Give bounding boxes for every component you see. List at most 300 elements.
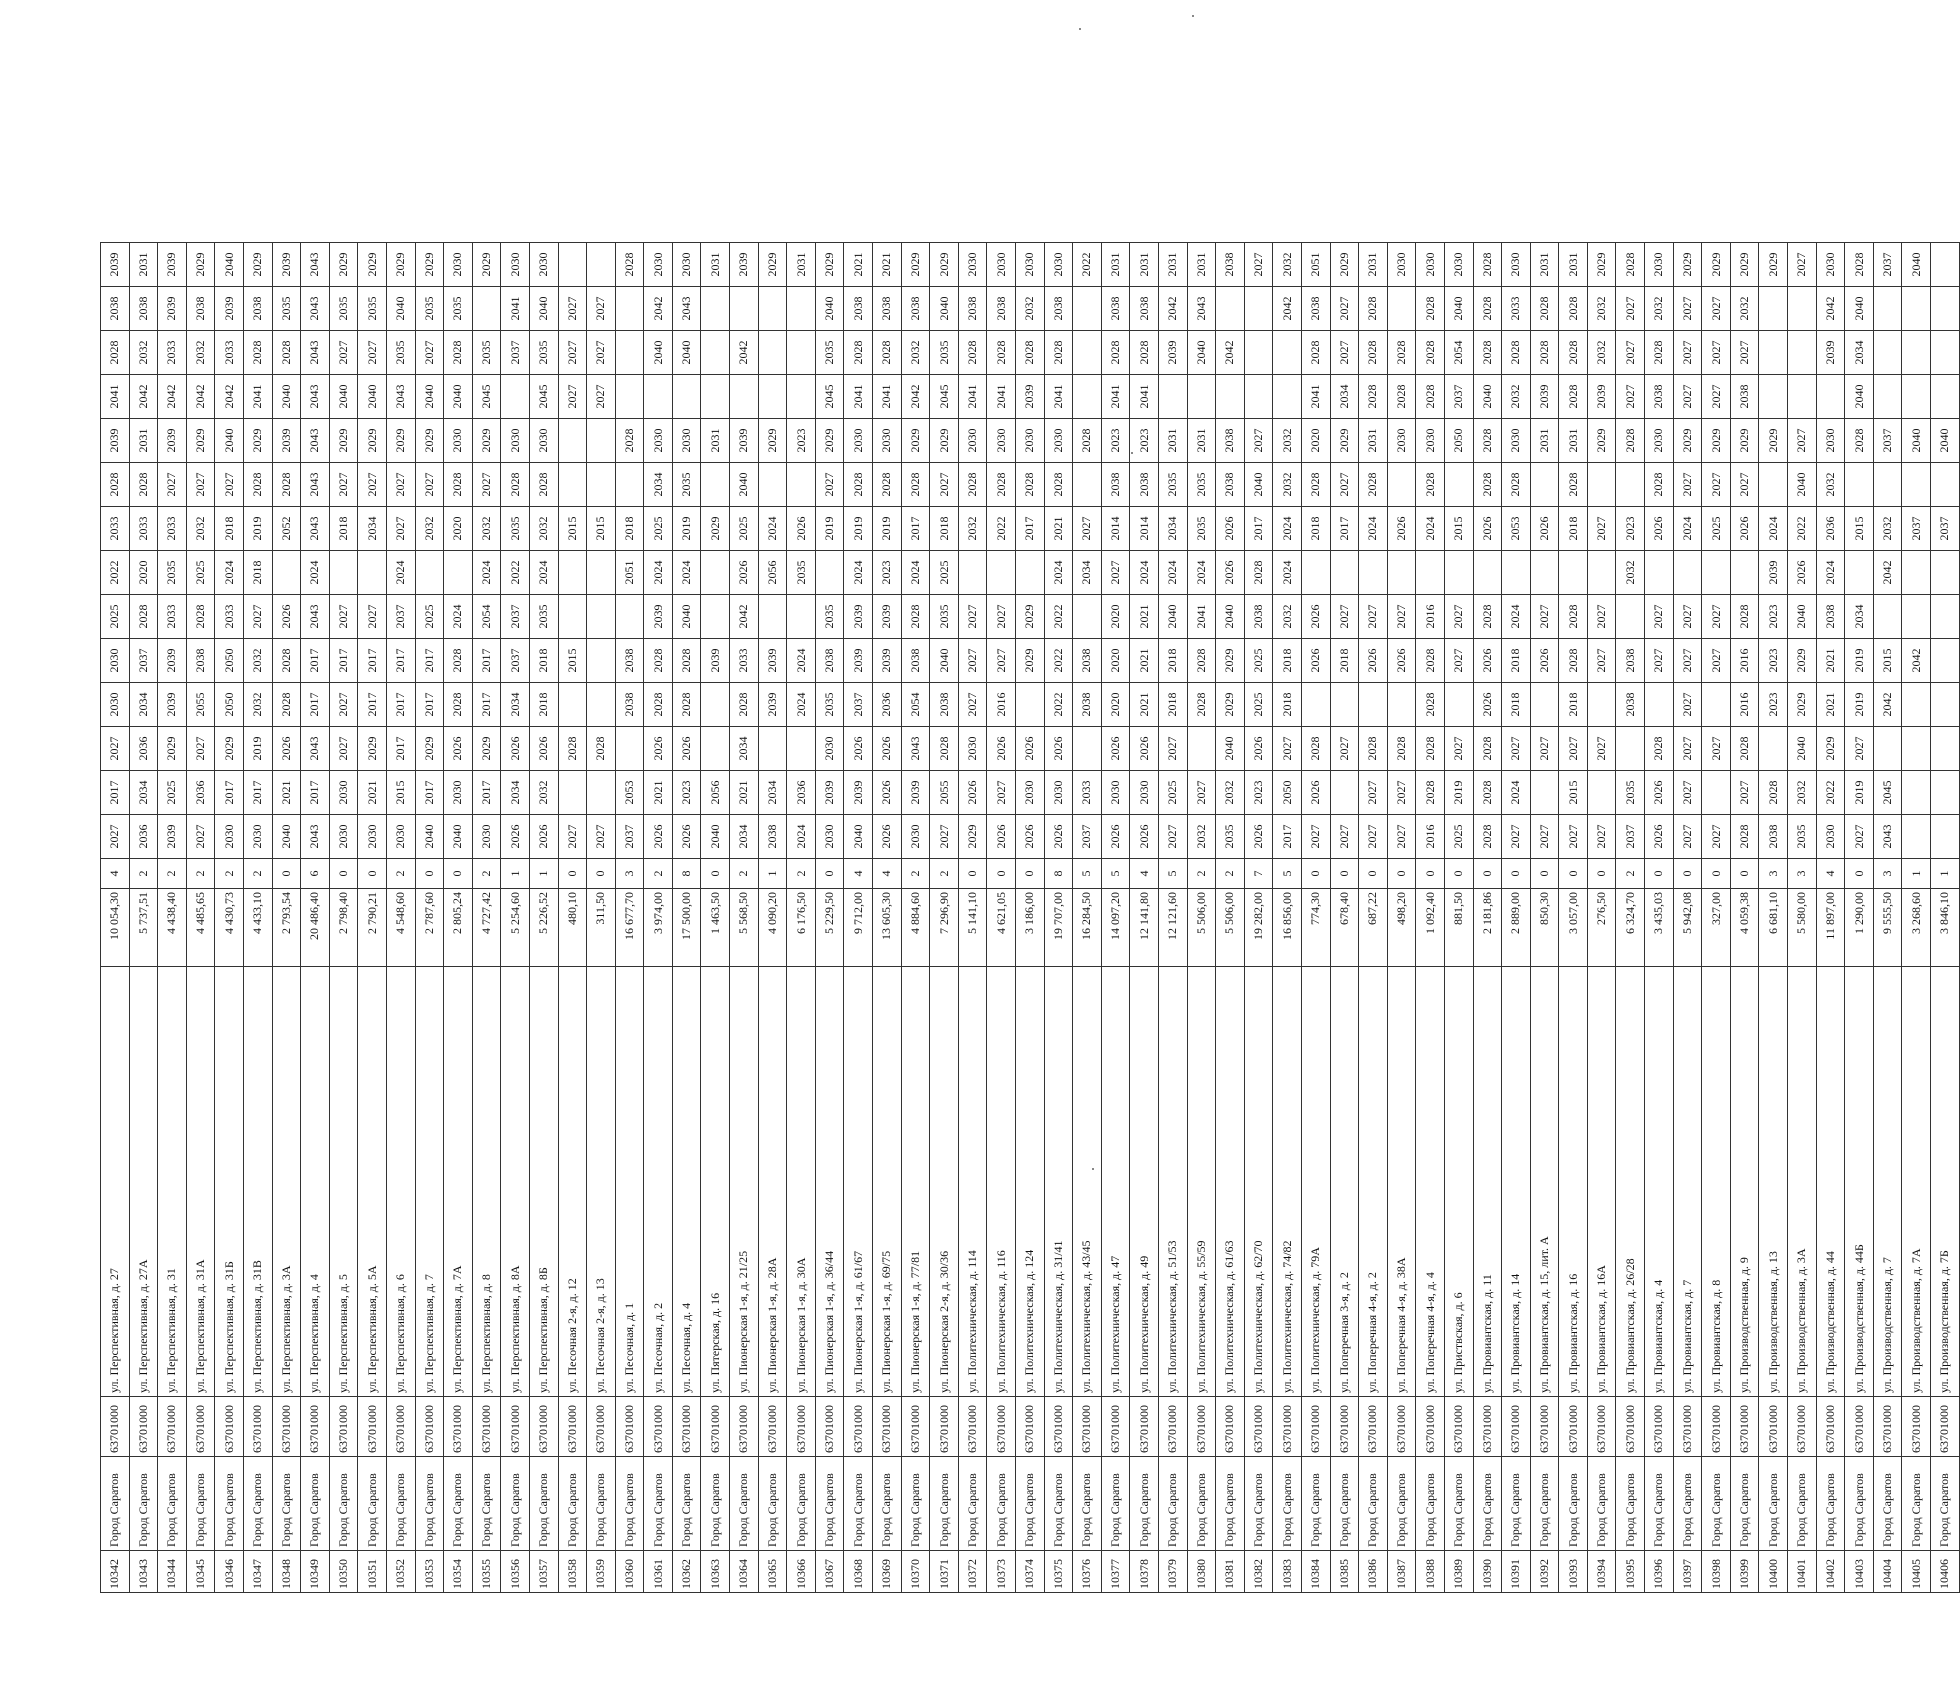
floors-cell: 4 <box>873 859 902 889</box>
year-cell: 2038 <box>1645 375 1674 419</box>
year-cell: 2017 <box>1330 507 1359 551</box>
oktmo-cell: 63701000 <box>1187 1397 1216 1457</box>
year-cell: 2030 <box>101 639 130 683</box>
year-cell: 2019 <box>672 507 701 551</box>
year-cell: 2038 <box>186 639 215 683</box>
year-cell: 2028 <box>644 683 673 727</box>
year-cell: 2027 <box>358 331 387 375</box>
year-cell: 2040 <box>930 287 959 331</box>
year-cell: 2024 <box>444 595 473 639</box>
year-cell <box>1902 815 1931 859</box>
table-row <box>1359 243 1388 1593</box>
area-cell: 5 226,52 <box>529 889 558 967</box>
year-cell <box>615 727 644 771</box>
year-cell: 2032 <box>1816 463 1845 507</box>
year-cell: 2027 <box>558 375 587 419</box>
year-cell: 2027 <box>1359 595 1388 639</box>
year-cell: 2029 <box>758 243 787 287</box>
city-cell: Город Саратов <box>1673 1457 1702 1551</box>
year-cell: 2023 <box>672 771 701 815</box>
floors-cell: 0 <box>1673 859 1702 889</box>
city-cell: Город Саратов <box>758 1457 787 1551</box>
address-cell: ул. Политехническая, д. 114 <box>958 967 987 1397</box>
year-cell: 2055 <box>186 683 215 727</box>
address-cell: ул. Пионерская 1-я, д. 69/75 <box>873 967 902 1397</box>
year-cell: 2040 <box>1788 463 1817 507</box>
year-cell: 2035 <box>815 683 844 727</box>
floors-cell: 0 <box>1645 859 1674 889</box>
area-cell: 5 506,00 <box>1216 889 1245 967</box>
year-cell: 2025 <box>1244 683 1273 727</box>
year-cell: 2037 <box>501 639 530 683</box>
table-row <box>1645 243 1674 1593</box>
year-cell: 2038 <box>1759 815 1788 859</box>
city-cell: Город Саратов <box>1931 1457 1960 1551</box>
year-cell: 2028 <box>1730 595 1759 639</box>
year-cell: 2027 <box>1330 463 1359 507</box>
year-cell <box>1759 287 1788 331</box>
year-cell: 2040 <box>1845 375 1874 419</box>
year-cell: 2030 <box>1502 243 1531 287</box>
year-cell: 2024 <box>672 551 701 595</box>
year-cell <box>1359 683 1388 727</box>
year-cell: 2024 <box>901 551 930 595</box>
year-cell: 2030 <box>1816 815 1845 859</box>
oktmo-cell: 63701000 <box>186 1397 215 1457</box>
table-row <box>243 243 272 1593</box>
area-cell: 4 548,60 <box>386 889 415 967</box>
row-number: 10397 <box>1673 1551 1702 1593</box>
year-cell: 2039 <box>158 639 187 683</box>
year-cell: 2054 <box>1444 331 1473 375</box>
floors-cell: 0 <box>958 859 987 889</box>
year-cell: 2028 <box>501 463 530 507</box>
year-cell: 2027 <box>987 595 1016 639</box>
floors-cell: 3 <box>615 859 644 889</box>
year-cell: 2028 <box>901 463 930 507</box>
year-cell: 2027 <box>587 815 616 859</box>
year-cell <box>1530 771 1559 815</box>
city-cell: Город Саратов <box>1559 1457 1588 1551</box>
floors-cell: 0 <box>1845 859 1874 889</box>
year-cell: 2029 <box>243 419 272 463</box>
year-cell: 2038 <box>615 683 644 727</box>
row-number: 10376 <box>1073 1551 1102 1593</box>
year-cell <box>1931 771 1960 815</box>
year-cell: 2045 <box>930 375 959 419</box>
year-cell: 2022 <box>987 507 1016 551</box>
year-cell: 2028 <box>1244 551 1273 595</box>
year-cell: 2022 <box>1044 595 1073 639</box>
year-cell: 2039 <box>844 639 873 683</box>
year-cell: 2032 <box>186 507 215 551</box>
table-row <box>1130 243 1159 1593</box>
year-cell: 2030 <box>1387 419 1416 463</box>
year-cell: 2030 <box>529 419 558 463</box>
address-cell: ул. Политехническая, д. 49 <box>1130 967 1159 1397</box>
year-cell: 2017 <box>358 639 387 683</box>
year-cell: 2040 <box>415 375 444 419</box>
year-cell: 2034 <box>1073 551 1102 595</box>
year-cell: 2041 <box>873 375 902 419</box>
year-cell: 2032 <box>1587 287 1616 331</box>
year-cell: 2038 <box>1816 595 1845 639</box>
year-cell: 2028 <box>1559 639 1588 683</box>
year-cell: 2028 <box>444 639 473 683</box>
area-cell: 3 057,00 <box>1559 889 1588 967</box>
year-cell: 2026 <box>1101 727 1130 771</box>
area-cell: 5 506,00 <box>1187 889 1216 967</box>
year-cell: 2027 <box>987 639 1016 683</box>
year-cell: 2026 <box>1645 815 1674 859</box>
year-cell: 2026 <box>1044 815 1073 859</box>
year-cell: 2040 <box>215 243 244 287</box>
oktmo-cell: 63701000 <box>1044 1397 1073 1457</box>
year-cell: 2027 <box>587 331 616 375</box>
year-cell: 2040 <box>415 815 444 859</box>
year-cell <box>758 331 787 375</box>
year-cell: 2028 <box>272 331 301 375</box>
row-number: 10344 <box>158 1551 187 1593</box>
city-cell: Город Саратов <box>672 1457 701 1551</box>
year-cell: 2026 <box>1530 507 1559 551</box>
floors-cell: 6 <box>301 859 330 889</box>
area-cell: 5 229,50 <box>815 889 844 967</box>
year-cell: 2021 <box>358 771 387 815</box>
oktmo-cell: 63701000 <box>501 1397 530 1457</box>
floors-cell: 2 <box>1187 859 1216 889</box>
year-cell: 2028 <box>1730 727 1759 771</box>
year-cell: 2037 <box>1931 507 1960 551</box>
table-row <box>101 243 130 1593</box>
year-cell <box>1587 551 1616 595</box>
year-cell: 2042 <box>1216 331 1245 375</box>
year-cell: 2055 <box>930 771 959 815</box>
year-cell: 2029 <box>215 727 244 771</box>
table-row <box>215 243 244 1593</box>
address-cell: ул. Перспективная, д. 8А <box>501 967 530 1397</box>
year-cell: 2028 <box>243 463 272 507</box>
year-cell: 2028 <box>1359 375 1388 419</box>
table-row <box>987 243 1016 1593</box>
year-cell <box>1273 331 1302 375</box>
year-cell: 2031 <box>129 243 158 287</box>
year-cell: 2021 <box>1816 639 1845 683</box>
year-cell <box>1530 683 1559 727</box>
year-cell <box>1502 551 1531 595</box>
year-cell: 2029 <box>1330 419 1359 463</box>
year-cell: 2029 <box>415 419 444 463</box>
year-cell <box>958 551 987 595</box>
floors-cell: 0 <box>272 859 301 889</box>
city-cell: Город Саратов <box>1016 1457 1045 1551</box>
table-row <box>815 243 844 1593</box>
table-row <box>1845 243 1874 1593</box>
year-cell: 2030 <box>901 815 930 859</box>
year-cell: 2041 <box>243 375 272 419</box>
floors-cell: 0 <box>1473 859 1502 889</box>
year-cell: 2019 <box>1845 771 1874 815</box>
year-cell: 2035 <box>1216 815 1245 859</box>
year-cell <box>1645 683 1674 727</box>
year-cell: 2033 <box>1073 771 1102 815</box>
year-cell: 2031 <box>1101 243 1130 287</box>
year-cell: 2042 <box>129 375 158 419</box>
year-cell: 2030 <box>501 243 530 287</box>
year-cell: 2028 <box>1502 331 1531 375</box>
year-cell: 2038 <box>758 815 787 859</box>
year-cell <box>644 375 673 419</box>
year-cell <box>672 375 701 419</box>
city-cell: Город Саратов <box>386 1457 415 1551</box>
city-cell: Город Саратов <box>1530 1457 1559 1551</box>
year-cell: 2038 <box>1301 287 1330 331</box>
year-cell: 2033 <box>730 639 759 683</box>
year-cell <box>1444 683 1473 727</box>
year-cell <box>558 771 587 815</box>
year-cell: 2017 <box>472 771 501 815</box>
row-number: 10396 <box>1645 1551 1674 1593</box>
year-cell <box>501 375 530 419</box>
floors-cell: 2 <box>1216 859 1245 889</box>
area-cell: 4 621,05 <box>987 889 1016 967</box>
year-cell: 2028 <box>1473 243 1502 287</box>
year-cell: 2038 <box>615 639 644 683</box>
year-cell: 2035 <box>1616 771 1645 815</box>
year-cell: 2018 <box>1158 639 1187 683</box>
row-number: 10353 <box>415 1551 444 1593</box>
year-cell: 2028 <box>901 595 930 639</box>
area-cell: 11 897,00 <box>1816 889 1845 967</box>
year-cell: 2028 <box>1473 287 1502 331</box>
year-cell: 2024 <box>529 551 558 595</box>
oktmo-cell: 63701000 <box>386 1397 415 1457</box>
city-cell: Город Саратов <box>1301 1457 1330 1551</box>
year-cell: 2037 <box>1444 375 1473 419</box>
year-cell: 2028 <box>1473 727 1502 771</box>
year-cell: 2033 <box>158 507 187 551</box>
address-cell: ул. Провиантская, д. 7 <box>1673 967 1702 1397</box>
year-cell: 2028 <box>129 595 158 639</box>
year-cell: 2027 <box>1702 331 1731 375</box>
floors-cell: 0 <box>444 859 473 889</box>
oktmo-cell: 63701000 <box>1416 1397 1445 1457</box>
year-cell: 2019 <box>243 507 272 551</box>
year-cell: 2028 <box>1559 287 1588 331</box>
year-cell <box>558 243 587 287</box>
oktmo-cell: 63701000 <box>129 1397 158 1457</box>
oktmo-cell: 63701000 <box>644 1397 673 1457</box>
oktmo-cell: 63701000 <box>1216 1397 1245 1457</box>
row-number: 10391 <box>1502 1551 1531 1593</box>
city-cell: Город Саратов <box>1187 1457 1216 1551</box>
row-number: 10399 <box>1730 1551 1759 1593</box>
year-cell: 2023 <box>1759 639 1788 683</box>
table-row <box>1044 243 1073 1593</box>
year-cell: 2028 <box>1530 331 1559 375</box>
city-cell: Город Саратов <box>901 1457 930 1551</box>
year-cell <box>1902 551 1931 595</box>
oktmo-cell: 63701000 <box>558 1397 587 1457</box>
year-cell: 2036 <box>873 683 902 727</box>
city-cell: Город Саратов <box>129 1457 158 1551</box>
floors-cell: 2 <box>644 859 673 889</box>
year-cell: 2032 <box>243 683 272 727</box>
table-row <box>1816 243 1845 1593</box>
floors-cell: 0 <box>1330 859 1359 889</box>
year-cell: 2045 <box>1873 771 1902 815</box>
year-cell: 2038 <box>930 683 959 727</box>
year-cell: 2028 <box>873 331 902 375</box>
address-cell: ул. Пионерская 2-я, д. 30/36 <box>930 967 959 1397</box>
year-cell: 2033 <box>1502 287 1531 331</box>
year-cell: 2041 <box>987 375 1016 419</box>
address-cell: ул. Политехническая, д. 51/53 <box>1158 967 1187 1397</box>
year-cell: 2027 <box>1673 683 1702 727</box>
year-cell: 2031 <box>1187 243 1216 287</box>
row-number: 10385 <box>1330 1551 1359 1593</box>
year-cell: 2024 <box>1416 507 1445 551</box>
year-cell: 2029 <box>472 419 501 463</box>
year-cell: 2029 <box>415 727 444 771</box>
year-cell: 2018 <box>243 551 272 595</box>
year-cell: 2028 <box>1016 331 1045 375</box>
address-cell: ул. Производственная, д. 44Б <box>1845 967 1874 1397</box>
year-cell: 2033 <box>129 507 158 551</box>
year-cell: 2027 <box>472 463 501 507</box>
year-cell: 2017 <box>1273 815 1302 859</box>
city-cell: Город Саратов <box>1158 1457 1187 1551</box>
area-cell: 2 787,60 <box>415 889 444 967</box>
city-cell: Город Саратов <box>472 1457 501 1551</box>
year-cell: 2018 <box>1301 507 1330 551</box>
year-cell: 2017 <box>243 771 272 815</box>
year-cell: 2030 <box>672 243 701 287</box>
table-row <box>787 243 816 1593</box>
row-number: 10402 <box>1816 1551 1845 1593</box>
row-number: 10355 <box>472 1551 501 1593</box>
year-cell: 2017 <box>301 771 330 815</box>
year-cell: 2043 <box>301 815 330 859</box>
city-cell: Город Саратов <box>930 1457 959 1551</box>
table-row <box>501 243 530 1593</box>
year-cell: 2028 <box>958 463 987 507</box>
year-cell: 2028 <box>1416 727 1445 771</box>
year-cell: 2027 <box>1387 595 1416 639</box>
year-cell: 2017 <box>1016 507 1045 551</box>
year-cell: 2021 <box>1044 507 1073 551</box>
address-cell: ул. Политехническая, д. 55/59 <box>1187 967 1216 1397</box>
year-cell: 2027 <box>1587 815 1616 859</box>
year-cell: 2027 <box>1730 771 1759 815</box>
year-cell: 2035 <box>672 463 701 507</box>
year-cell: 2018 <box>1273 683 1302 727</box>
row-number: 10374 <box>1016 1551 1045 1593</box>
year-cell: 2027 <box>329 683 358 727</box>
year-cell <box>587 463 616 507</box>
oktmo-cell: 63701000 <box>1244 1397 1273 1457</box>
year-cell: 2038 <box>129 287 158 331</box>
address-cell: ул. Производственная, д. 13 <box>1759 967 1788 1397</box>
year-cell: 2038 <box>1044 287 1073 331</box>
year-cell: 2024 <box>1273 551 1302 595</box>
area-cell: 19 707,00 <box>1044 889 1073 967</box>
year-cell: 2039 <box>1016 375 1045 419</box>
year-cell: 2043 <box>301 375 330 419</box>
year-cell: 2032 <box>1502 375 1531 419</box>
year-cell: 2027 <box>1073 507 1102 551</box>
row-number: 10383 <box>1273 1551 1302 1593</box>
year-cell: 2037 <box>501 595 530 639</box>
year-cell <box>1873 287 1902 331</box>
year-cell: 2032 <box>529 771 558 815</box>
year-cell <box>587 243 616 287</box>
year-cell: 2032 <box>1645 287 1674 331</box>
year-cell: 2028 <box>1387 727 1416 771</box>
year-cell: 2024 <box>1759 507 1788 551</box>
year-cell: 2027 <box>1502 727 1531 771</box>
year-cell: 2034 <box>129 683 158 727</box>
area-cell: 5 580,00 <box>1788 889 1817 967</box>
year-cell: 2029 <box>1587 243 1616 287</box>
year-cell <box>1158 375 1187 419</box>
year-cell: 2040 <box>529 287 558 331</box>
oktmo-cell: 63701000 <box>1359 1397 1388 1457</box>
year-cell: 2033 <box>158 331 187 375</box>
year-cell: 2030 <box>987 419 1016 463</box>
year-cell: 2017 <box>901 507 930 551</box>
address-cell: ул. Производственная, д. 44 <box>1816 967 1845 1397</box>
area-cell: 12 141,80 <box>1130 889 1159 967</box>
year-cell: 2031 <box>1559 419 1588 463</box>
year-cell: 2029 <box>386 243 415 287</box>
oktmo-cell: 63701000 <box>1301 1397 1330 1457</box>
address-cell: ул. Политехническая, д. 43/45 <box>1073 967 1102 1397</box>
address-cell: ул. Поперечная 4-я, д. 4 <box>1416 967 1445 1397</box>
year-cell: 2028 <box>1301 331 1330 375</box>
year-cell: 2027 <box>1502 815 1531 859</box>
address-cell: ул. Поперечная 3-я, д. 2 <box>1330 967 1359 1397</box>
table-row <box>129 243 158 1593</box>
row-number: 10349 <box>301 1551 330 1593</box>
year-cell <box>1301 551 1330 595</box>
year-cell: 2021 <box>1130 683 1159 727</box>
year-cell <box>558 683 587 727</box>
year-cell: 2029 <box>1788 683 1817 727</box>
row-number: 10382 <box>1244 1551 1273 1593</box>
year-cell: 2040 <box>844 815 873 859</box>
oktmo-cell: 63701000 <box>1587 1397 1616 1457</box>
area-cell: 774,30 <box>1301 889 1330 967</box>
year-cell: 2041 <box>501 287 530 331</box>
address-cell: ул. Перспективная, д. 31 <box>158 967 187 1397</box>
row-number: 10362 <box>672 1551 701 1593</box>
year-cell: 2040 <box>1216 727 1245 771</box>
year-cell <box>1559 551 1588 595</box>
oktmo-cell: 63701000 <box>1530 1397 1559 1457</box>
oktmo-cell: 63701000 <box>101 1397 130 1457</box>
year-cell <box>1359 551 1388 595</box>
year-cell: 2030 <box>1044 243 1073 287</box>
year-cell <box>615 595 644 639</box>
year-cell: 2028 <box>1359 331 1388 375</box>
year-cell: 2015 <box>1444 507 1473 551</box>
year-cell <box>1673 551 1702 595</box>
year-cell: 2035 <box>472 331 501 375</box>
row-number: 10354 <box>444 1551 473 1593</box>
table-row <box>329 243 358 1593</box>
year-cell: 2050 <box>215 683 244 727</box>
